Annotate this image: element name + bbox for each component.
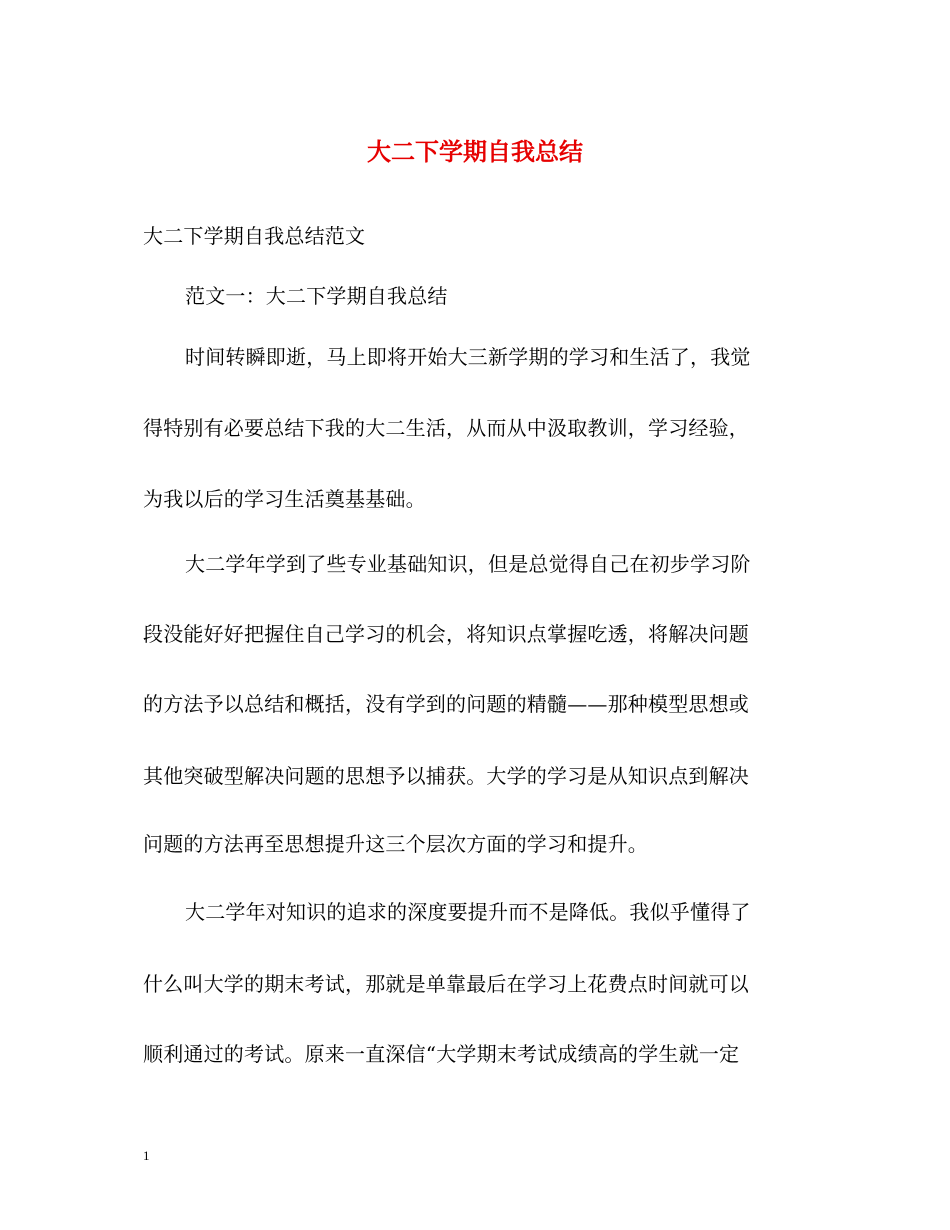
page-number: 1: [143, 1148, 150, 1163]
paragraph-line-11: 顺利通过的考试。原来一直深信“大学期末考试成绩高的学生就一定: [143, 1042, 740, 1066]
paragraph-line-10: 什么叫大学的期末考试，那就是单靠最后在学习上花费点时间就可以: [143, 972, 749, 996]
paragraph-line-1: 时间转瞬即逝，马上即将开始大三新学期的学习和生活了，我觉: [185, 345, 751, 369]
paragraph-line-7: 其他突破型解决问题的思想予以捕获。大学的学习是从知识点到解决: [143, 764, 749, 788]
paragraph-line-9: 大二学年对知识的追求的深度要提升而不是降低。我似乎懂得了: [185, 900, 751, 924]
document-subtitle: 大二下学期自我总结范文: [143, 224, 366, 248]
paragraph-line-2: 得特别有必要总结下我的大二生活，从而从中汲取教训，学习经验，: [143, 416, 749, 440]
paragraph-line-5: 段没能好好把握住自己学习的机会，将知识点掌握吃透，将解决问题: [143, 622, 749, 646]
paragraph-line-3: 为我以后的学习生活奠基基础。: [143, 487, 426, 511]
paragraph-line-8: 问题的方法再至思想提升这三个层次方面的学习和提升。: [143, 832, 648, 856]
paragraph-line-4: 大二学年学到了些专业基础知识，但是总觉得自己在初步学习阶: [185, 552, 751, 576]
paragraph-line-6: 的方法予以总结和概括，没有学到的问题的精髓——那种模型思想或: [143, 692, 749, 716]
section-heading: 范文一：大二下学期自我总结: [185, 284, 448, 308]
document-title: 大二下学期自我总结: [367, 137, 583, 166]
